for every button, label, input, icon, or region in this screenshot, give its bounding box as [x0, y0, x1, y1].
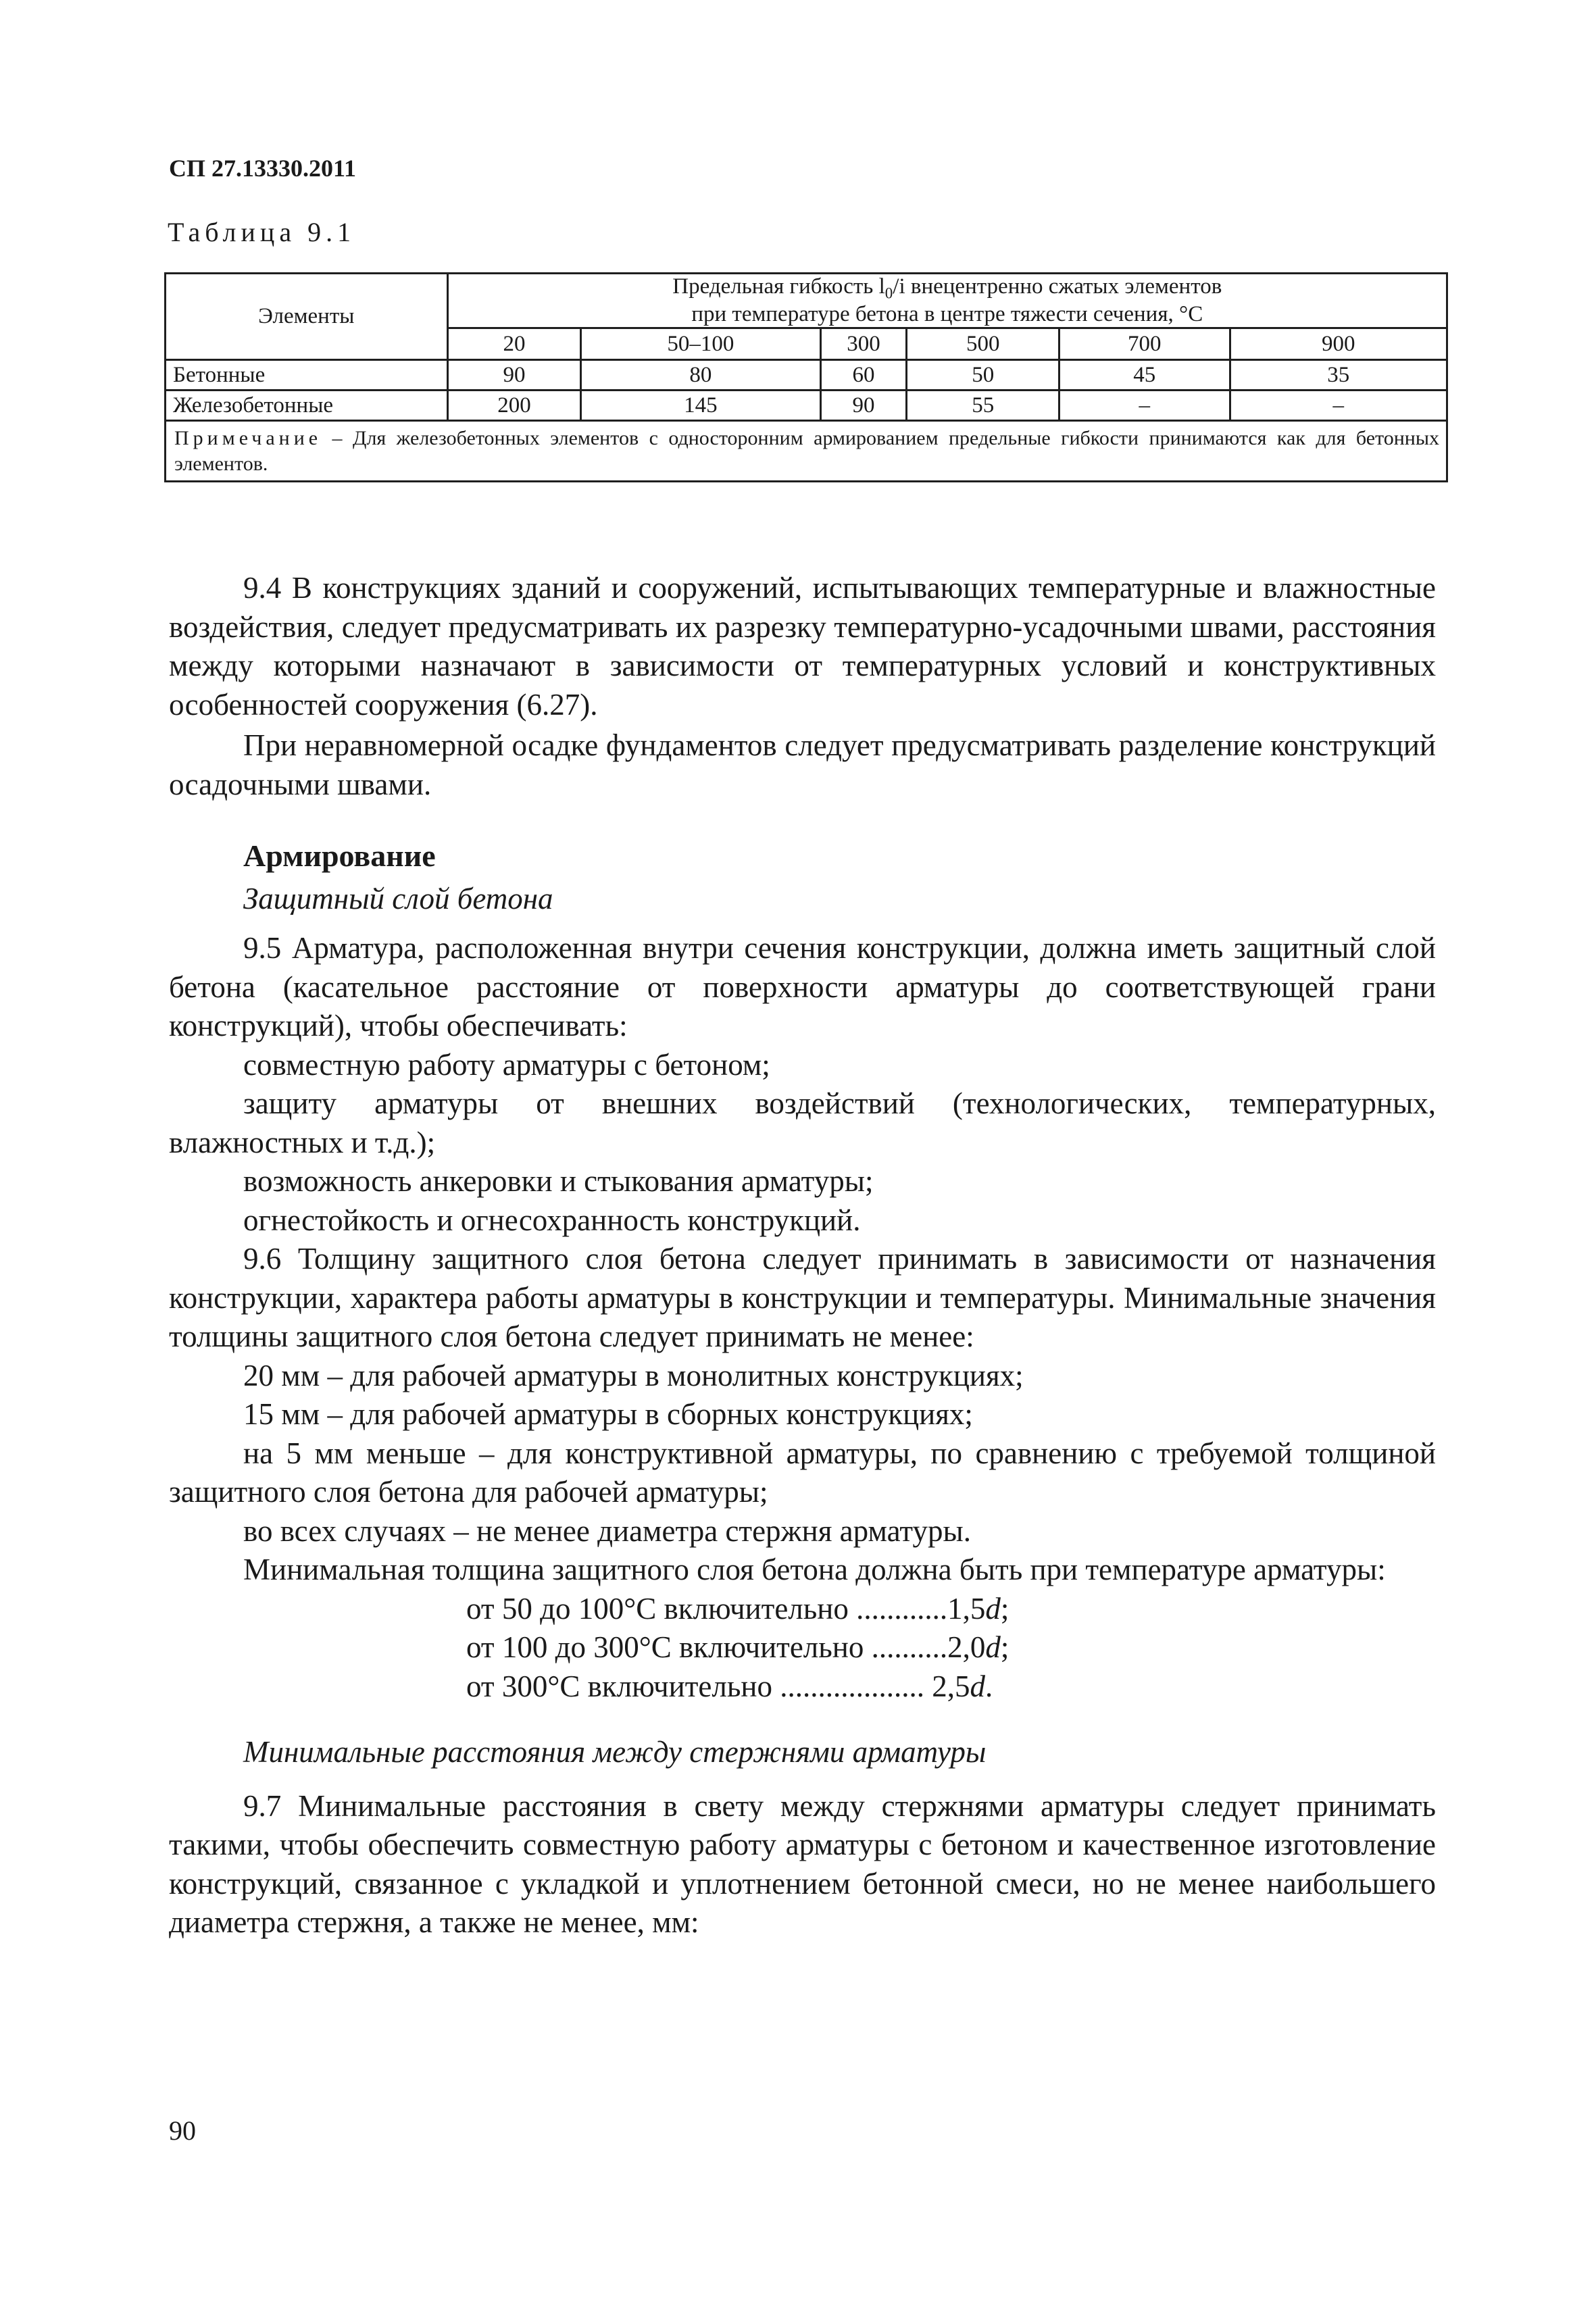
subsection-title-cover: Защитный слой бетона: [243, 881, 553, 915]
value-cell: –: [1059, 391, 1230, 421]
dotted-end: ;: [1000, 1591, 1009, 1626]
paragraph-9-7: 9.7 Минимальные расстояния в свету между стержнями арматуры следует принимать такими, чтобы обеспечить совместную работу арматуры с бетоном и качественное изготовление конструкций, связанное с укладкой и уплотнением бетонной смеси, но не менее наибольшего диаметра стержня, а также не менее, мм:: [169, 1788, 1436, 1939]
table-row: [166, 360, 1447, 391]
section-title: Армирование: [243, 838, 436, 873]
row-name: Железобетонные: [166, 391, 448, 421]
temperature-cover-list: [466, 1590, 1436, 1707]
value-cell: 80: [581, 360, 820, 391]
dotted-list-item: [466, 1667, 1436, 1707]
value-cell: –: [1230, 391, 1447, 421]
temp-cell: 300: [820, 328, 907, 360]
value-cell: 35: [1230, 360, 1447, 391]
note-label: Примечание: [174, 427, 322, 450]
temp-cell: 500: [907, 328, 1059, 360]
list-item: на 5 мм меньше – для конструктивной арматуры, по сравнению с требуемой толщиной защитного слоя бетона для рабочей арматуры;: [169, 1436, 1436, 1509]
table-note: [166, 421, 1447, 482]
value-cell: 90: [447, 360, 581, 391]
header-line1-tail: /i внецентренно сжатых элементов: [893, 274, 1222, 299]
dotted-list-item: [466, 1628, 1436, 1667]
list-item: совместную работу арматуры с бетоном;: [243, 1047, 770, 1082]
dotted-text: от 100 до 300°С включительно ..........2,0: [466, 1630, 986, 1664]
list-item: во всех случаях – не менее диаметра стержня арматуры.: [243, 1513, 971, 1548]
list-item: 20 мм – для рабочей арматуры в монолитных конструкциях;: [243, 1358, 1024, 1392]
dotted-end: .: [984, 1669, 993, 1703]
section-reinforcement: [169, 836, 1436, 1942]
header-line1-start: Предельная гибкость l: [672, 274, 885, 299]
paragraph-9-4: 9.4 В конструкциях зданий и сооружений, испытывающих температурные и влажностные воздействия, следует предусматривать их разрезку температурно-усадочными швами, расстояния между которыми назначают в зависимости от температурных условий и конструктивных особенностей сооружения (6.27).: [169, 571, 1436, 722]
dotted-end: ;: [1000, 1630, 1009, 1664]
note-text: – Для железобетонных элементов с односторонним армированием предельные гибкости принимаются как для бетонных элементов.: [174, 427, 1439, 475]
section-9-4: [169, 569, 1436, 804]
table-caption: Таблица 9.1: [168, 217, 356, 247]
table-header-row: [166, 274, 1447, 328]
table-row: [166, 391, 1447, 421]
temp-cell: 700: [1059, 328, 1230, 360]
value-cell: 55: [907, 391, 1059, 421]
dotted-list-item: [466, 1590, 1436, 1629]
header-line1-sub: 0: [884, 284, 893, 302]
dotted-text: от 300°С включительно ................... 2,5: [466, 1669, 970, 1703]
paragraph-9-5: 9.5 Арматура, расположенная внутри сечения конструкции, должна иметь защитный слой бетона (касательное расстояние от поверхности арматуры до соответствующей грани конструкций), чтобы обеспечивать:: [169, 931, 1436, 1042]
page-number: 90: [169, 2115, 196, 2146]
diameter-symbol: d: [985, 1630, 1001, 1664]
value-cell: 60: [820, 360, 907, 391]
diameter-symbol: d: [970, 1669, 985, 1703]
subsection-title-spacing: Минимальные расстояния между стержнями арматуры: [243, 1735, 987, 1769]
value-cell: 45: [1059, 360, 1230, 391]
dotted-text: от 50 до 100°С включительно ............1,5: [466, 1591, 986, 1626]
value-cell: 50: [907, 360, 1059, 391]
list-item: 15 мм – для рабочей арматуры в сборных конструкциях;: [243, 1397, 973, 1431]
list-item: огнестойкость и огнесохранность конструкций.: [243, 1203, 861, 1237]
paragraph-9-6: 9.6 Толщину защитного слоя бетона следует принимать в зависимости от назначения конструкции, характера работы арматуры в конструкции и температуры. Минимальные значения толщины защитного слоя бетона следует принимать не менее:: [169, 1242, 1436, 1353]
document-code: СП 27.13330.2011: [169, 155, 357, 182]
table-note-row: [166, 421, 1447, 482]
temp-cell: 20: [447, 328, 581, 360]
table-9-1: [164, 272, 1448, 482]
value-cell: 200: [447, 391, 581, 421]
list-item: возможность анкеровки и стыкования арматуры;: [243, 1164, 874, 1198]
row-name: Бетонные: [166, 360, 448, 391]
paragraph-9-6-b: Минимальная толщина защитного слоя бетона должна быть при температуре арматуры:: [243, 1553, 1386, 1586]
temp-cell: 50–100: [581, 328, 820, 360]
diameter-symbol: d: [985, 1591, 1001, 1626]
value-cell: 90: [820, 391, 907, 421]
value-cell: 145: [581, 391, 820, 421]
header-line2: при температуре бетона в центре тяжести сечения, °С: [691, 302, 1203, 327]
slenderness-header: [447, 274, 1447, 328]
elements-header: Элементы: [166, 274, 448, 360]
list-item: защиту арматуры от внешних воздействий (технологических, температурных, влажностных и т.д.);: [169, 1086, 1436, 1159]
temp-cell: 900: [1230, 328, 1447, 360]
paragraph-9-4-b: При неравномерной осадке фундаментов следует предусматривать разделение конструкций осадочными швами.: [169, 728, 1436, 801]
